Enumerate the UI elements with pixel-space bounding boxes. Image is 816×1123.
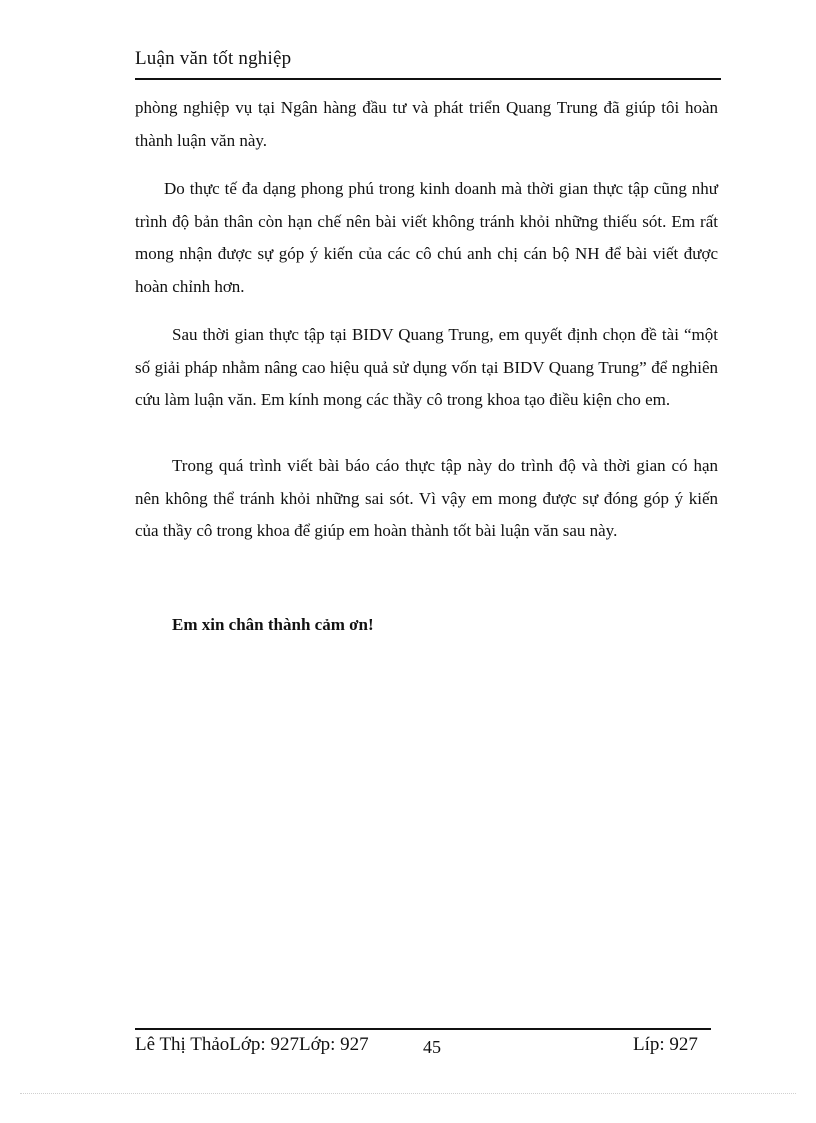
footer-divider (135, 1028, 711, 1030)
paragraph-2: Do thực tế đa dạng phong phú trong kinh doanh mà thời gian thực tập cũng như trình độ bản thân còn hạn chế nên bài viết không tránh khỏi những thiếu sót. Em rất mong nhận được sự góp ý kiến của các cô chú anh chị cán bộ NH để bài viết được hoàn chỉnh hơn. (135, 179, 718, 296)
closing-line: Em xin chân thành cảm ơn! (172, 615, 374, 634)
footer-author-class: Lê Thị ThảoLớp: 927Lớp: 927 (135, 1034, 369, 1055)
paragraph-1: phòng nghiệp vụ tại Ngân hàng đầu tư và phát triển Quang Trung đã giúp tôi hoàn thành luận văn này. (135, 98, 718, 150)
footer-class: Líp: 927 (633, 1034, 698, 1055)
page-number: 45 (423, 1037, 441, 1057)
header-divider (135, 78, 721, 80)
paragraph-4: Trong quá trình viết bài báo cáo thực tập này do trình độ và thời gian có hạn nên không thể tránh khỏi những sai sót. Vì vậy em mong được sự đóng góp ý kiến của thầy cô trong khoa để giúp em hoàn thành tốt bài luận văn sau này. (135, 456, 718, 540)
header-title: Luận văn tốt nghiệp (135, 48, 292, 69)
paragraph-3: Sau thời gian thực tập tại BIDV Quang Trung, em quyết định chọn đề tài “một số giải pháp nhằm nâng cao hiệu quả sử dụng vốn tại BIDV Quang Trung” để nghiên cứu làm luận văn. Em kính mong các thầy cô trong khoa tạo điều kiện cho em. (135, 325, 718, 409)
page-bottom-border (20, 1093, 796, 1094)
